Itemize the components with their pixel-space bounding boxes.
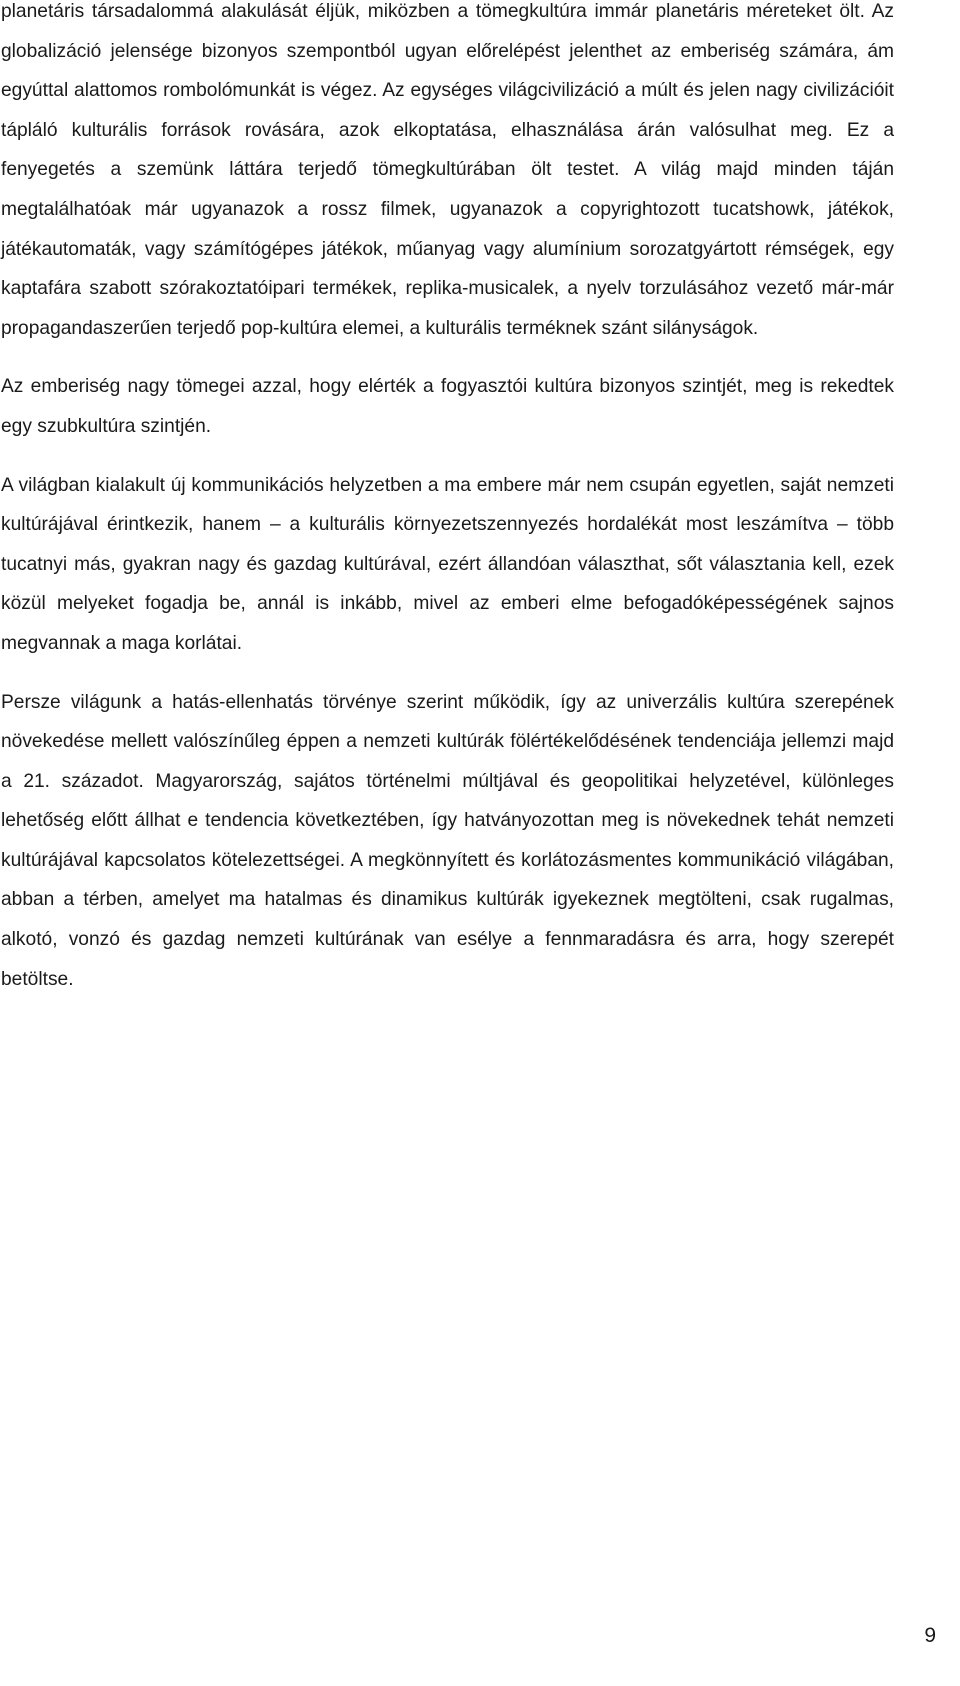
- paragraph-2: Az emberiség nagy tömegei azzal, hogy elérték a fogyasztói kultúra bizonyos szintjét, meg is rekedtek egy szubkultúra szintjén.: [1, 376, 894, 437]
- paragraph-1: planetáris társadalommá alakulását éljük, miközben a tömegkultúra immár planetáris méreteket ölt. Az globalizáció jelensége bizonyos szempontból ugyan előrelépést jelenthet az emberiség számára, ám egyúttal alattomos rombolómunkát is végez. Az egységes világcivilizáció a múlt és jelen nagy civilizációit tápláló kulturális források rovására, azok elkoptatása, elhasználása árán valósulhat meg. Ez a fenyegetés a szemünk láttára terjedő tömegkultúrában ölt testet. A világ majd minden táján megtalálhatóak már ugyanazok a rossz filmek, ugyanazok a copyrightozott tucatshowk, játékok, játékautomaták, vagy számítógépes játékok, műanyag vagy alumínium sorozatgyártott rémségek, egy kaptafára szabott szórakoztatóipari termékek, replika-musicalek, a nyelv torzulásához vezető már-már propagandaszerűen terjedő pop-kultúra elemei, a kulturális terméknek szánt silányságok.: [1, 1, 894, 339]
- body-text: [1, 0, 894, 1018]
- paragraph-3: A világban kialakult új kommunikációs helyzetben a ma embere már nem csupán egyetlen, saját nemzeti kultúrájával érintkezik, hanem – a kulturális környezetszennyezés hordalékát most leszámítva – több tucatnyi más, gyakran nagy és gazdag kultúrával, ezért állandóan választhat, sőt választania kell, ezek közül melyeket fogadja be, annál is inkább, mivel az emberi elme befogadóképességének sajnos megvannak a maga korlátai.: [1, 474, 894, 654]
- page-number: 9: [924, 1624, 936, 1647]
- paragraph-4: Persze világunk a hatás-ellenhatás törvénye szerint működik, így az univerzális kultúra szerepének növekedése mellett valószínűleg éppen a nemzeti kultúrák fölértékelődésének tendenciája jellemzi majd a 21. századot. Magyarország, sajátos történelmi múltjával és geopolitikai helyzetével, különleges lehetőség előtt állhat e tendencia következtében, így hatványozottan meg is növekednek tehát nemzeti kultúrájával kapcsolatos kötelezettségei. A megkönnyített és korlátozásmentes kommunikáció világában, abban a térben, amelyet ma hatalmas és dinamikus kultúrák igyekeznek megtölteni, csak rugalmas, alkotó, vonzó és gazdag nemzeti kultúrának van esélye a fennmaradásra és arra, hogy szerepét betöltse.: [1, 691, 894, 990]
